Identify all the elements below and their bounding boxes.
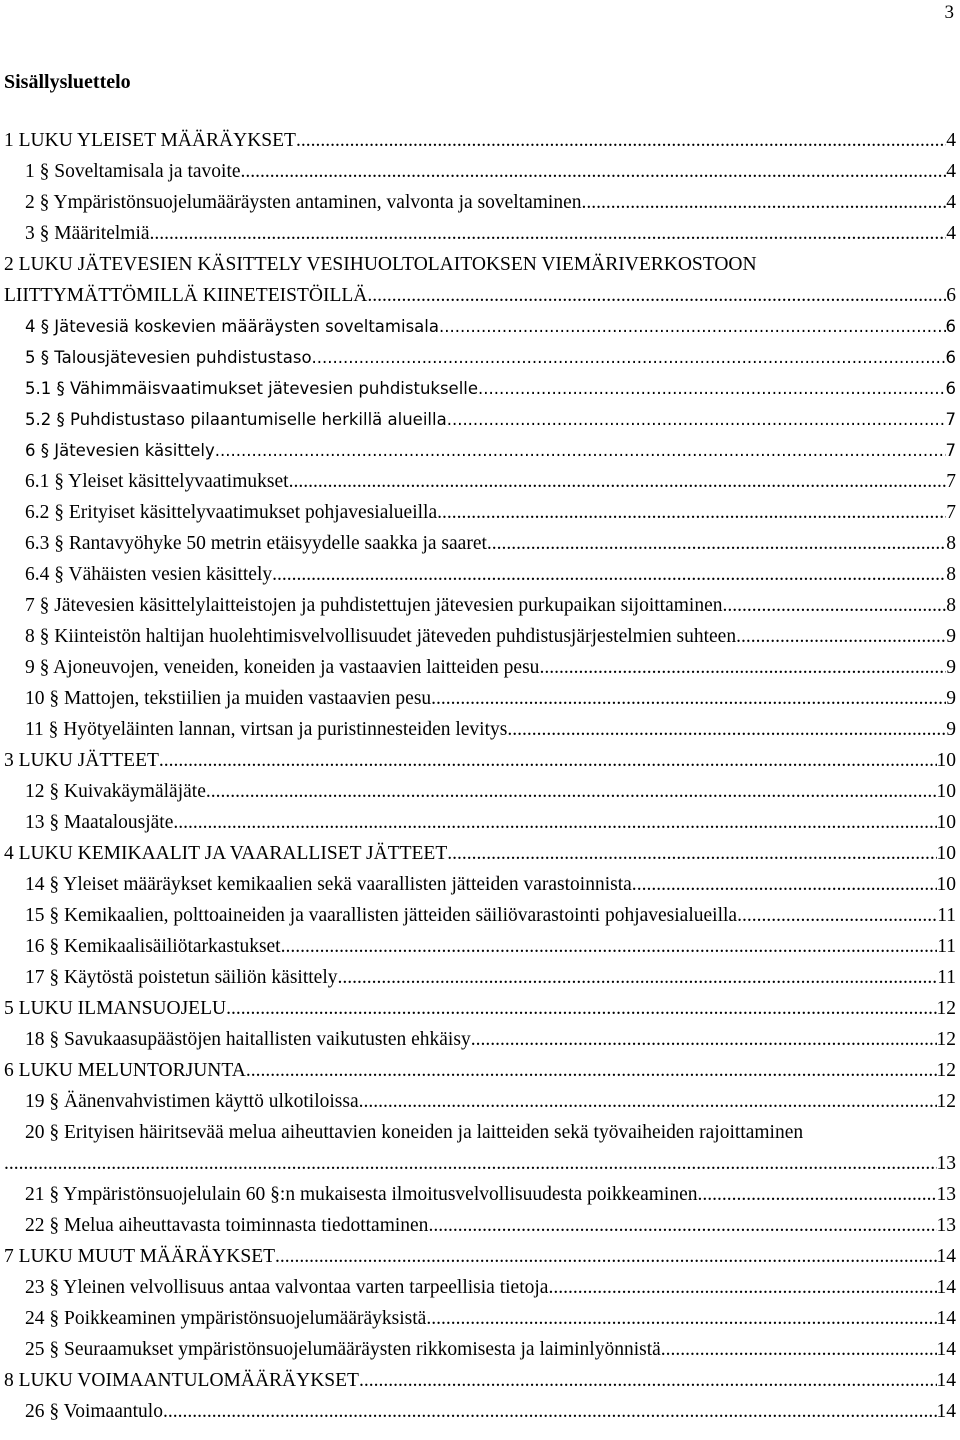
toc-entry-page: 14 [936, 1339, 956, 1360]
toc-entry-ch1[interactable] [4, 122, 956, 153]
toc-entry-leader [428, 1214, 936, 1238]
toc-entry-page: 11 [937, 936, 956, 957]
toc-entry-page: 14 [936, 1370, 956, 1391]
toc-entry-page: 7 [945, 410, 956, 429]
toc-entry-leader [150, 222, 947, 246]
toc-entry-leader [338, 966, 938, 990]
toc-entry-title: 5 § Talousjätevesien puhdistustaso [25, 348, 312, 367]
toc-entry-title: 3 LUKU JÄTTEET [4, 750, 159, 771]
table-of-contents [4, 122, 956, 1424]
toc-entry-leader [637, 873, 937, 897]
toc-entry-title: 20 § Erityisen häiritsevää melua aiheuttavien koneiden ja laitteiden sekä työvaiheiden rajoittaminen [25, 1122, 804, 1143]
toc-entry-page: 6 [945, 348, 956, 367]
toc-entry-s25[interactable] [4, 1331, 956, 1362]
toc-entry-page: 7 [946, 471, 956, 492]
toc-entry-s4[interactable] [4, 308, 956, 339]
toc-entry-page: 8 [946, 533, 956, 554]
toc-entry-leader [275, 1245, 936, 1269]
toc-entry-page: 11 [937, 967, 956, 988]
toc-entry-title: 13 § Maatalousjäte [25, 812, 174, 833]
toc-entry-page: 12 [936, 1091, 956, 1112]
toc-entry-title: 9 § Ajoneuvojen, veneiden, koneiden ja vastaavien laitteiden pesu [25, 657, 540, 678]
toc-entry-leader [426, 1307, 936, 1331]
toc-entry-leader [661, 1338, 937, 1362]
toc-entry-s24[interactable] [4, 1300, 956, 1331]
toc-entry-title: 4 § Jätevesiä koskevien määräysten soveltamisala [25, 317, 439, 336]
toc-entry-title: 26 § Voimaantulo [25, 1401, 163, 1422]
toc-entry-title: 7 § Jätevesien käsittelylaitteistojen ja puhdistettujen jätevesien purkupaikan sijoittaminen [25, 595, 723, 616]
toc-entry-leader [439, 315, 946, 339]
toc-entry-s9[interactable] [4, 649, 956, 680]
toc-entry-leader [737, 904, 937, 928]
page-number: 3 [944, 2, 954, 23]
toc-entry-s18[interactable] [4, 1021, 956, 1052]
toc-entry-title: 8 § Kiinteistön haltijan huolehtimisvelvollisuudet jäteveden puhdistusjärjestelmien suhteen [25, 626, 737, 647]
toc-entry-page: 9 [946, 626, 956, 647]
toc-entry-s17[interactable] [4, 959, 956, 990]
toc-entry-leader [478, 377, 945, 401]
toc-entry-page: 10 [936, 781, 956, 802]
toc-entry-s13[interactable] [4, 804, 956, 835]
toc-entry-title: 6.2 § Erityiset käsittelyvaatimukset pohjavesialueilla [25, 502, 438, 523]
toc-entry-s10[interactable] [4, 680, 956, 711]
toc-entry-title: 5 LUKU ILMANSUOJELU [4, 998, 227, 1019]
toc-entry-s11[interactable] [4, 711, 956, 742]
toc-entry-page: 14 [936, 1246, 956, 1267]
toc-entry-page: 6 [945, 317, 956, 336]
toc-entry-s19[interactable] [4, 1083, 956, 1114]
toc-entry-title: 5.2 § Puhdistustaso pilaantumiselle herkillä alueilla [25, 410, 447, 429]
toc-entry-s6-3[interactable] [4, 525, 956, 556]
toc-entry-leader [471, 1028, 937, 1052]
toc-entry-page: 10 [936, 812, 956, 833]
toc-entry-ch7[interactable] [4, 1238, 956, 1269]
toc-entry-leader [163, 1400, 937, 1424]
toc-entry-title: 11 § Hyötyeläinten lannan, virtsan ja puristinnesteiden levitys [25, 719, 508, 740]
toc-entry-s20b[interactable] [4, 1145, 956, 1176]
toc-entry-leader [312, 346, 946, 370]
toc-entry-title: 6 LUKU MELUNTORJUNTA [4, 1060, 246, 1081]
toc-entry-leader [359, 1369, 937, 1393]
toc-entry-leader [272, 563, 946, 587]
toc-entry-leader [447, 842, 936, 866]
toc-entry-leader [241, 160, 947, 184]
toc-entry-leader [507, 718, 946, 742]
toc-entry-page: 8 [946, 564, 956, 585]
toc-entry-s5[interactable] [4, 339, 956, 370]
toc-entry-title: 16 § Kemikaalisäiliötarkastukset [25, 936, 281, 957]
toc-entry-title: 18 § Savukaasupäästöjen haitallisten vaikutusten ehkäisy [25, 1029, 471, 1050]
toc-entry-leader [173, 811, 936, 835]
toc-entry-title: 12 § Kuivakäymäläjäte [25, 781, 206, 802]
toc-entry-leader [431, 687, 946, 711]
toc-entry-page: 10 [936, 750, 956, 771]
toc-entry-page: 7 [945, 441, 956, 460]
toc-title: Sisällysluettelo [4, 71, 131, 93]
toc-entry-title: 3 § Määritelmiä [25, 223, 150, 244]
toc-entry-page: 14 [936, 1308, 956, 1329]
toc-entry-leader [723, 594, 947, 618]
toc-entry-title: 21 § Ympäristönsuojelulain 60 §:n mukaisesta ilmoitusvelvollisuudesta poikkeaminen [25, 1184, 698, 1205]
toc-entry-leader [4, 1152, 937, 1176]
toc-entry-page: 9 [946, 688, 956, 709]
toc-entry-page: 10 [936, 874, 956, 895]
toc-entry-title: LIITTYMÄTTÖMILLÄ KIINETEISTÖILLÄ [4, 285, 368, 306]
toc-entry-leader [539, 656, 946, 680]
toc-entry-title: 6 § Jätevesien käsittely [25, 441, 215, 460]
toc-entry-page: 9 [946, 719, 956, 740]
toc-entry-s5-2[interactable] [4, 401, 956, 432]
toc-entry-ch4[interactable] [4, 835, 956, 866]
toc-entry-page: 4 [946, 192, 956, 213]
toc-entry-s6-2[interactable] [4, 494, 956, 525]
toc-entry-s12[interactable] [4, 773, 956, 804]
toc-entry-s8[interactable] [4, 618, 956, 649]
toc-entry-page: 4 [946, 161, 956, 182]
toc-entry-page: 4 [946, 223, 956, 244]
toc-entry-title: 4 LUKU KEMIKAALIT JA VAARALLISET JÄTTEET [4, 843, 448, 864]
toc-entry-ch6[interactable] [4, 1052, 956, 1083]
toc-entry-page: 6 [946, 285, 956, 306]
toc-entry-leader [548, 1276, 936, 1300]
toc-entry-leader [697, 1183, 936, 1207]
toc-entry-page: 6 [945, 379, 956, 398]
toc-entry-s23[interactable] [4, 1269, 956, 1300]
toc-entry-page: 13 [936, 1184, 956, 1205]
toc-entry-leader [159, 749, 937, 773]
toc-entry-s6-1[interactable] [4, 463, 956, 494]
toc-entry-page: 8 [946, 595, 956, 616]
toc-entry-page: 9 [946, 657, 956, 678]
toc-entry-title: 10 § Mattojen, tekstiilien ja muiden vastaavien pesu [25, 688, 432, 709]
toc-entry-title: 1 § Soveltamisala ja tavoite [25, 161, 241, 182]
toc-entry-s22[interactable] [4, 1207, 956, 1238]
toc-entry-s14[interactable] [4, 866, 956, 897]
toc-entry-s6[interactable] [4, 432, 956, 463]
toc-entry-page: 12 [936, 1029, 956, 1050]
toc-entry-ch2a[interactable] [4, 246, 956, 277]
toc-entry-s7[interactable] [4, 587, 956, 618]
toc-entry-title: 7 LUKU MUUT MÄÄRÄYKSET [4, 1246, 276, 1267]
toc-entry-title: 6.3 § Rantavyöhyke 50 metrin etäisyydelle saakka ja saaret [25, 533, 487, 554]
toc-entry-s2[interactable] [4, 184, 956, 215]
toc-entry-title: 22 § Melua aiheuttavasta toiminnasta tiedottaminen [25, 1215, 429, 1236]
toc-entry-leader [226, 997, 936, 1021]
toc-entry-leader [582, 191, 947, 215]
toc-entry-s1[interactable] [4, 153, 956, 184]
toc-entry-leader [487, 532, 946, 556]
toc-entry-title: 25 § Seuraamukset ympäristönsuojelumääräysten rikkomisesta ja laiminlyönnistä [25, 1339, 661, 1360]
toc-entry-title: 19 § Äänenvahvistimen käyttö ulkotiloissa [25, 1091, 359, 1112]
toc-entry-ch5[interactable] [4, 990, 956, 1021]
toc-entry-title: 5.1 § Vähimmäisvaatimukset jätevesien puhdistukselle [25, 379, 479, 398]
toc-entry-s5-1[interactable] [4, 370, 956, 401]
toc-entry-title: 6.4 § Vähäisten vesien käsittely [25, 564, 273, 585]
toc-entry-s15[interactable] [4, 897, 956, 928]
toc-entry-leader [367, 284, 946, 308]
toc-entry-page: 13 [936, 1215, 956, 1236]
toc-entry-leader [736, 625, 946, 649]
toc-entry-s20a[interactable] [4, 1114, 956, 1145]
toc-entry-page: 13 [936, 1153, 956, 1174]
toc-entry-title: 17 § Käytöstä poistetun säiliön käsittely [25, 967, 338, 988]
toc-entry-page: 7 [946, 502, 956, 523]
toc-entry-leader [447, 408, 946, 432]
toc-entry-s26[interactable] [4, 1393, 956, 1424]
toc-entry-ch8[interactable] [4, 1362, 956, 1393]
toc-entry-leader [296, 129, 946, 153]
toc-entry-s6-4[interactable] [4, 556, 956, 587]
toc-entry-s3[interactable] [4, 215, 956, 246]
toc-entry-page: 12 [936, 998, 956, 1019]
toc-entry-page: 14 [936, 1277, 956, 1298]
toc-entry-title: 1 LUKU YLEISET MÄÄRÄYKSET [4, 130, 296, 151]
toc-entry-leader [359, 1090, 937, 1114]
toc-entry-title: 8 LUKU VOIMAANTULOMÄÄRÄYKSET [4, 1370, 359, 1391]
toc-entry-page: 11 [937, 905, 956, 926]
toc-entry-title: 23 § Yleinen velvollisuus antaa valvontaa varten tarpeellisia tietoja [25, 1277, 549, 1298]
toc-entry-title: 2 LUKU JÄTEVESIEN KÄSITTELY VESIHUOLTOLAITOKSEN VIEMÄRIVERKOSTOON [4, 254, 757, 275]
toc-entry-s21[interactable] [4, 1176, 956, 1207]
toc-entry-page: 14 [936, 1401, 956, 1422]
toc-entry-page: 10 [936, 843, 956, 864]
toc-entry-s16[interactable] [4, 928, 956, 959]
toc-entry-title: 24 § Poikkeaminen ympäristönsuojelumääräyksistä [25, 1308, 427, 1329]
toc-entry-ch3[interactable] [4, 742, 956, 773]
toc-entry-title: 15 § Kemikaalien, polttoaineiden ja vaarallisten jätteiden säiliövarastointi pohjavesialueilla [25, 905, 738, 926]
toc-entry-leader [289, 470, 947, 494]
toc-entry-leader [281, 935, 938, 959]
toc-entry-title: 14 § Yleiset määräykset kemikaalien sekä vaarallisten jätteiden varastoinnista. [25, 874, 637, 895]
toc-entry-title: 6.1 § Yleiset käsittelyvaatimukset [25, 471, 289, 492]
toc-entry-ch2b[interactable] [4, 277, 956, 308]
toc-entry-leader [246, 1059, 937, 1083]
toc-entry-title: 2 § Ympäristönsuojelumääräysten antaminen, valvonta ja soveltaminen [25, 192, 582, 213]
toc-entry-page: 12 [936, 1060, 956, 1081]
toc-entry-leader [206, 780, 937, 804]
toc-entry-page: 4 [946, 130, 956, 151]
toc-entry-leader [437, 501, 946, 525]
toc-entry-leader [215, 439, 946, 463]
